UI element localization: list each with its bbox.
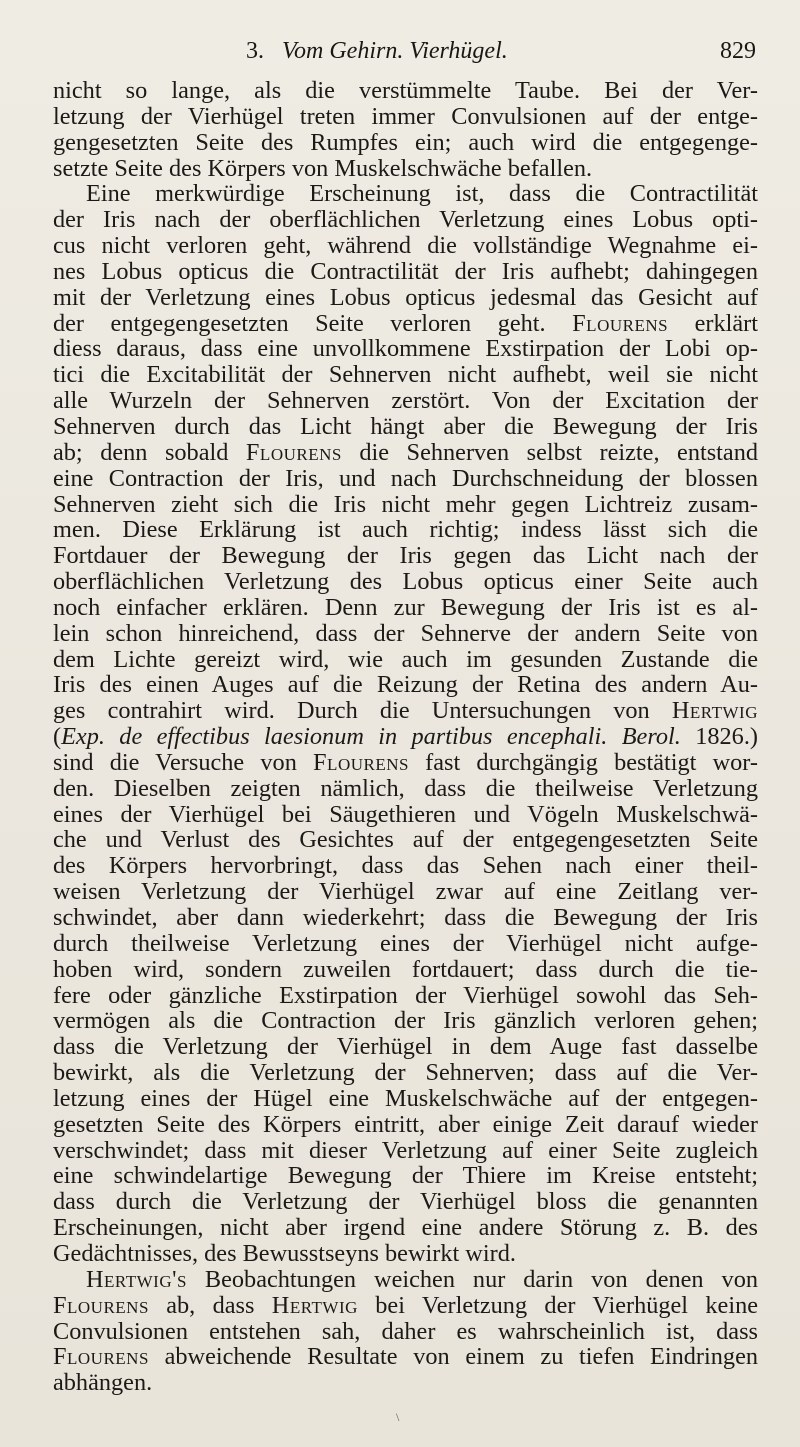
- text-line: [53, 1060, 758, 1086]
- text-run: oberflächlichen Verletzung des Lobus opticus einer Seite auch: [53, 568, 758, 596]
- text-line: [53, 156, 758, 182]
- text-run: weisen Verletzung der Vierhügel zwar auf eine Zeitlang ver-: [53, 878, 758, 906]
- text-run: hoben wird, sondern zuweilen fortdauert; dass durch die tie-: [53, 955, 758, 983]
- author-name: Flourens: [53, 1343, 149, 1371]
- text-line: [53, 1189, 758, 1215]
- text-line: [53, 672, 758, 698]
- text-line: [53, 853, 758, 879]
- text-run: setzte Seite des Körpers von Muskelschwäche befallen.: [53, 154, 593, 182]
- text-run: fere oder gänzliche Exstirpation der Vierhügel sowohl das Seh-: [53, 981, 758, 1009]
- text-run: Beobachtungen weichen nur darin von denen von: [204, 1265, 758, 1293]
- text-line: [53, 492, 758, 518]
- text-line: [53, 414, 758, 440]
- text-line: [53, 1034, 758, 1060]
- text-run: gengesetzten Seite des Rumpfes ein; auch wird die entgegenge-: [53, 128, 758, 156]
- citation: Exp. de effectibus laesionum in partibus encephali. Berol.: [61, 723, 681, 751]
- text-line: [53, 827, 758, 853]
- text-run: eines der Vierhügel bei Säugethieren und Vögeln Muskelschwä-: [53, 800, 758, 828]
- text-line: [53, 698, 758, 724]
- text-run: diess daraus, dass eine unvollkommene Exstirpation der Lobi op-: [53, 335, 758, 363]
- text-run: eine Contraction der Iris, und nach Durchschneidung der blossen: [53, 464, 758, 492]
- text-line: [53, 776, 758, 802]
- text-run: sind die Versuche von: [53, 748, 297, 776]
- text-run: fast durchgängig bestätigt wor-: [425, 748, 758, 776]
- text-line: [53, 1112, 758, 1138]
- text-line: [53, 569, 758, 595]
- text-run: (: [53, 723, 62, 751]
- text-line: [53, 802, 758, 828]
- text-line: [53, 1344, 758, 1370]
- text-run: mit der Verletzung eines Lobus opticus jedesmal das Gesicht auf: [53, 283, 758, 311]
- text-run: dass durch die Verletzung der Vierhügel bloss die genannten: [53, 1188, 758, 1216]
- text-line: [53, 595, 758, 621]
- text-run: eine schwindelartige Bewegung der Thiere im Kreise entsteht;: [53, 1162, 758, 1190]
- text-run: Erscheinungen, nicht aber irgend eine andere Störung z. B. des: [53, 1214, 758, 1242]
- text-line: [53, 1086, 758, 1112]
- text-line: [53, 1138, 758, 1164]
- text-run: bei Verletzung der Vierhügel keine: [375, 1291, 758, 1319]
- text-line: [53, 181, 758, 207]
- text-run: letzung der Vierhügel treten immer Convulsionen auf der entge-: [53, 102, 758, 130]
- text-line: [53, 724, 758, 750]
- text-line: [53, 1267, 758, 1293]
- text-run: tici die Excitabilität der Sehnerven nicht aufhebt, weil sie nicht: [53, 361, 758, 389]
- text-run: Iris des einen Auges auf die Reizung der Retina des andern Au-: [53, 671, 758, 699]
- author-name: Flourens: [53, 1291, 149, 1319]
- text-line: [53, 957, 758, 983]
- text-line: [53, 517, 758, 543]
- text-run: Sehnerven durch das Licht hängt aber die Bewegung der Iris: [53, 412, 758, 440]
- author-name: Flourens: [572, 309, 669, 337]
- text-run: noch einfacher erklären. Denn zur Bewegung der Iris ist es al-: [53, 593, 758, 621]
- text-line: [53, 1293, 758, 1319]
- text-line: [53, 104, 758, 130]
- running-title: Vom Gehirn. Vierhügel.: [282, 38, 508, 64]
- text-line: [53, 879, 758, 905]
- section-number: 3.: [246, 38, 264, 64]
- author-name: Hertwig's: [86, 1265, 187, 1293]
- text-line: [53, 78, 758, 104]
- text-line: [53, 647, 758, 673]
- author-name: Hertwig: [271, 1291, 358, 1319]
- text-run: Convulsionen entstehen sah, daher es wahrscheinlich ist, dass: [53, 1317, 758, 1345]
- text-line: [53, 931, 758, 957]
- text-line: [53, 259, 758, 285]
- text-line: [53, 621, 758, 647]
- text-run: nicht so lange, als die verstümmelte Taube. Bei der Ver-: [53, 77, 758, 104]
- text-line: [53, 1163, 758, 1189]
- text-run: alle Wurzeln der Sehnerven zerstört. Von der Excitation der: [53, 387, 758, 415]
- text-run: erklärt: [694, 309, 759, 337]
- text-run: schwindet, aber dann wiederkehrt; dass die Bewegung der Iris: [53, 904, 758, 931]
- text-run: nes Lobus opticus die Contractilität der Iris aufhebt; dahingegen: [53, 257, 758, 285]
- text-run: che und Verlust des Gesichtes auf der entgegengesetzten Seite: [53, 826, 758, 854]
- text-run: ab, dass: [166, 1291, 255, 1319]
- text-run: Fortdauer der Bewegung der Iris gegen das Licht nach der: [53, 542, 758, 570]
- text-line: [53, 207, 758, 233]
- text-line: [53, 543, 758, 569]
- text-run: der Iris nach der oberflächlichen Verletzung eines Lobus opti-: [53, 206, 758, 234]
- text-line: [53, 336, 758, 362]
- text-run: lein schon hinreichend, dass der Sehnerve der andern Seite von: [53, 619, 758, 647]
- text-line: [53, 1008, 758, 1034]
- text-run: die Sehnerven selbst reizte, entstand: [359, 438, 759, 466]
- text-run: men. Diese Erklärung ist auch richtig; indess lässt sich die: [53, 516, 758, 544]
- text-line: [53, 1241, 758, 1267]
- text-run: cus nicht verloren geht, während die vollständige Wegnahme ei-: [53, 232, 758, 260]
- text-run: des Körpers hervorbringt, dass das Sehen nach einer theil-: [53, 852, 758, 880]
- text-run: durch theilweise Verletzung eines der Vierhügel nicht aufge-: [53, 929, 758, 957]
- text-run: ab; denn sobald: [53, 438, 229, 466]
- text-line: [53, 388, 758, 414]
- text-line: [53, 905, 758, 931]
- text-line: [53, 1319, 758, 1345]
- text-line: [53, 362, 758, 388]
- text-line: [53, 466, 758, 492]
- text-line: [53, 1215, 758, 1241]
- text-line: [53, 233, 758, 259]
- author-name: Flourens: [245, 438, 342, 466]
- text-run: Sehnerven zieht sich die Iris nicht mehr gegen Lichtreiz zusam-: [53, 490, 758, 518]
- text-run: abweichende Resultate von einem zu tiefen Eindringen: [164, 1343, 759, 1371]
- text-run: abhängen.: [53, 1369, 153, 1397]
- text-run: Eine merkwürdige Erscheinung ist, dass die Contractilität: [86, 180, 758, 208]
- page-number: 829: [720, 38, 756, 64]
- running-header: [246, 38, 756, 72]
- text-run: den. Dieselben zeigten nämlich, dass die theilweise Verletzung: [53, 774, 758, 802]
- text-run: gesetzten Seite des Körpers eintritt, aber einige Zeit darauf wieder: [53, 1110, 758, 1138]
- main-text-block: [53, 78, 758, 1396]
- text-line: [53, 311, 758, 337]
- author-name: Hertwig: [671, 697, 758, 725]
- text-line: [53, 130, 758, 156]
- text-run: dass die Verletzung der Vierhügel in dem Auge fast dasselbe: [53, 1033, 758, 1061]
- text-line: [53, 983, 758, 1009]
- text-run: Gedächtnisses, des Bewusstseyns bewirkt wird.: [53, 1239, 516, 1267]
- text-line: [53, 440, 758, 466]
- text-line: [53, 285, 758, 311]
- text-run: bewirkt, als die Verletzung der Sehnerven; dass auf die Ver-: [53, 1059, 758, 1087]
- text-run: ges contrahirt wird. Durch die Untersuchungen von: [53, 697, 650, 725]
- author-name: Flourens: [313, 748, 409, 776]
- text-run: letzung eines der Hügel eine Muskelschwäche auf der entgegen-: [53, 1084, 758, 1112]
- text-run: 1826.): [695, 723, 758, 751]
- footer-mark: \: [396, 1410, 400, 1424]
- text-run: verschwindet; dass mit dieser Verletzung auf einer Seite zugleich: [53, 1136, 758, 1164]
- text-line: [53, 1370, 758, 1396]
- text-line: [53, 750, 758, 776]
- text-run: vermögen als die Contraction der Iris gänzlich verloren gehen;: [53, 1007, 758, 1035]
- text-run: dem Lichte gereizt wird, wie auch im gesunden Zustande die: [53, 645, 758, 673]
- text-run: der entgegengesetzten Seite verloren geht.: [53, 309, 546, 337]
